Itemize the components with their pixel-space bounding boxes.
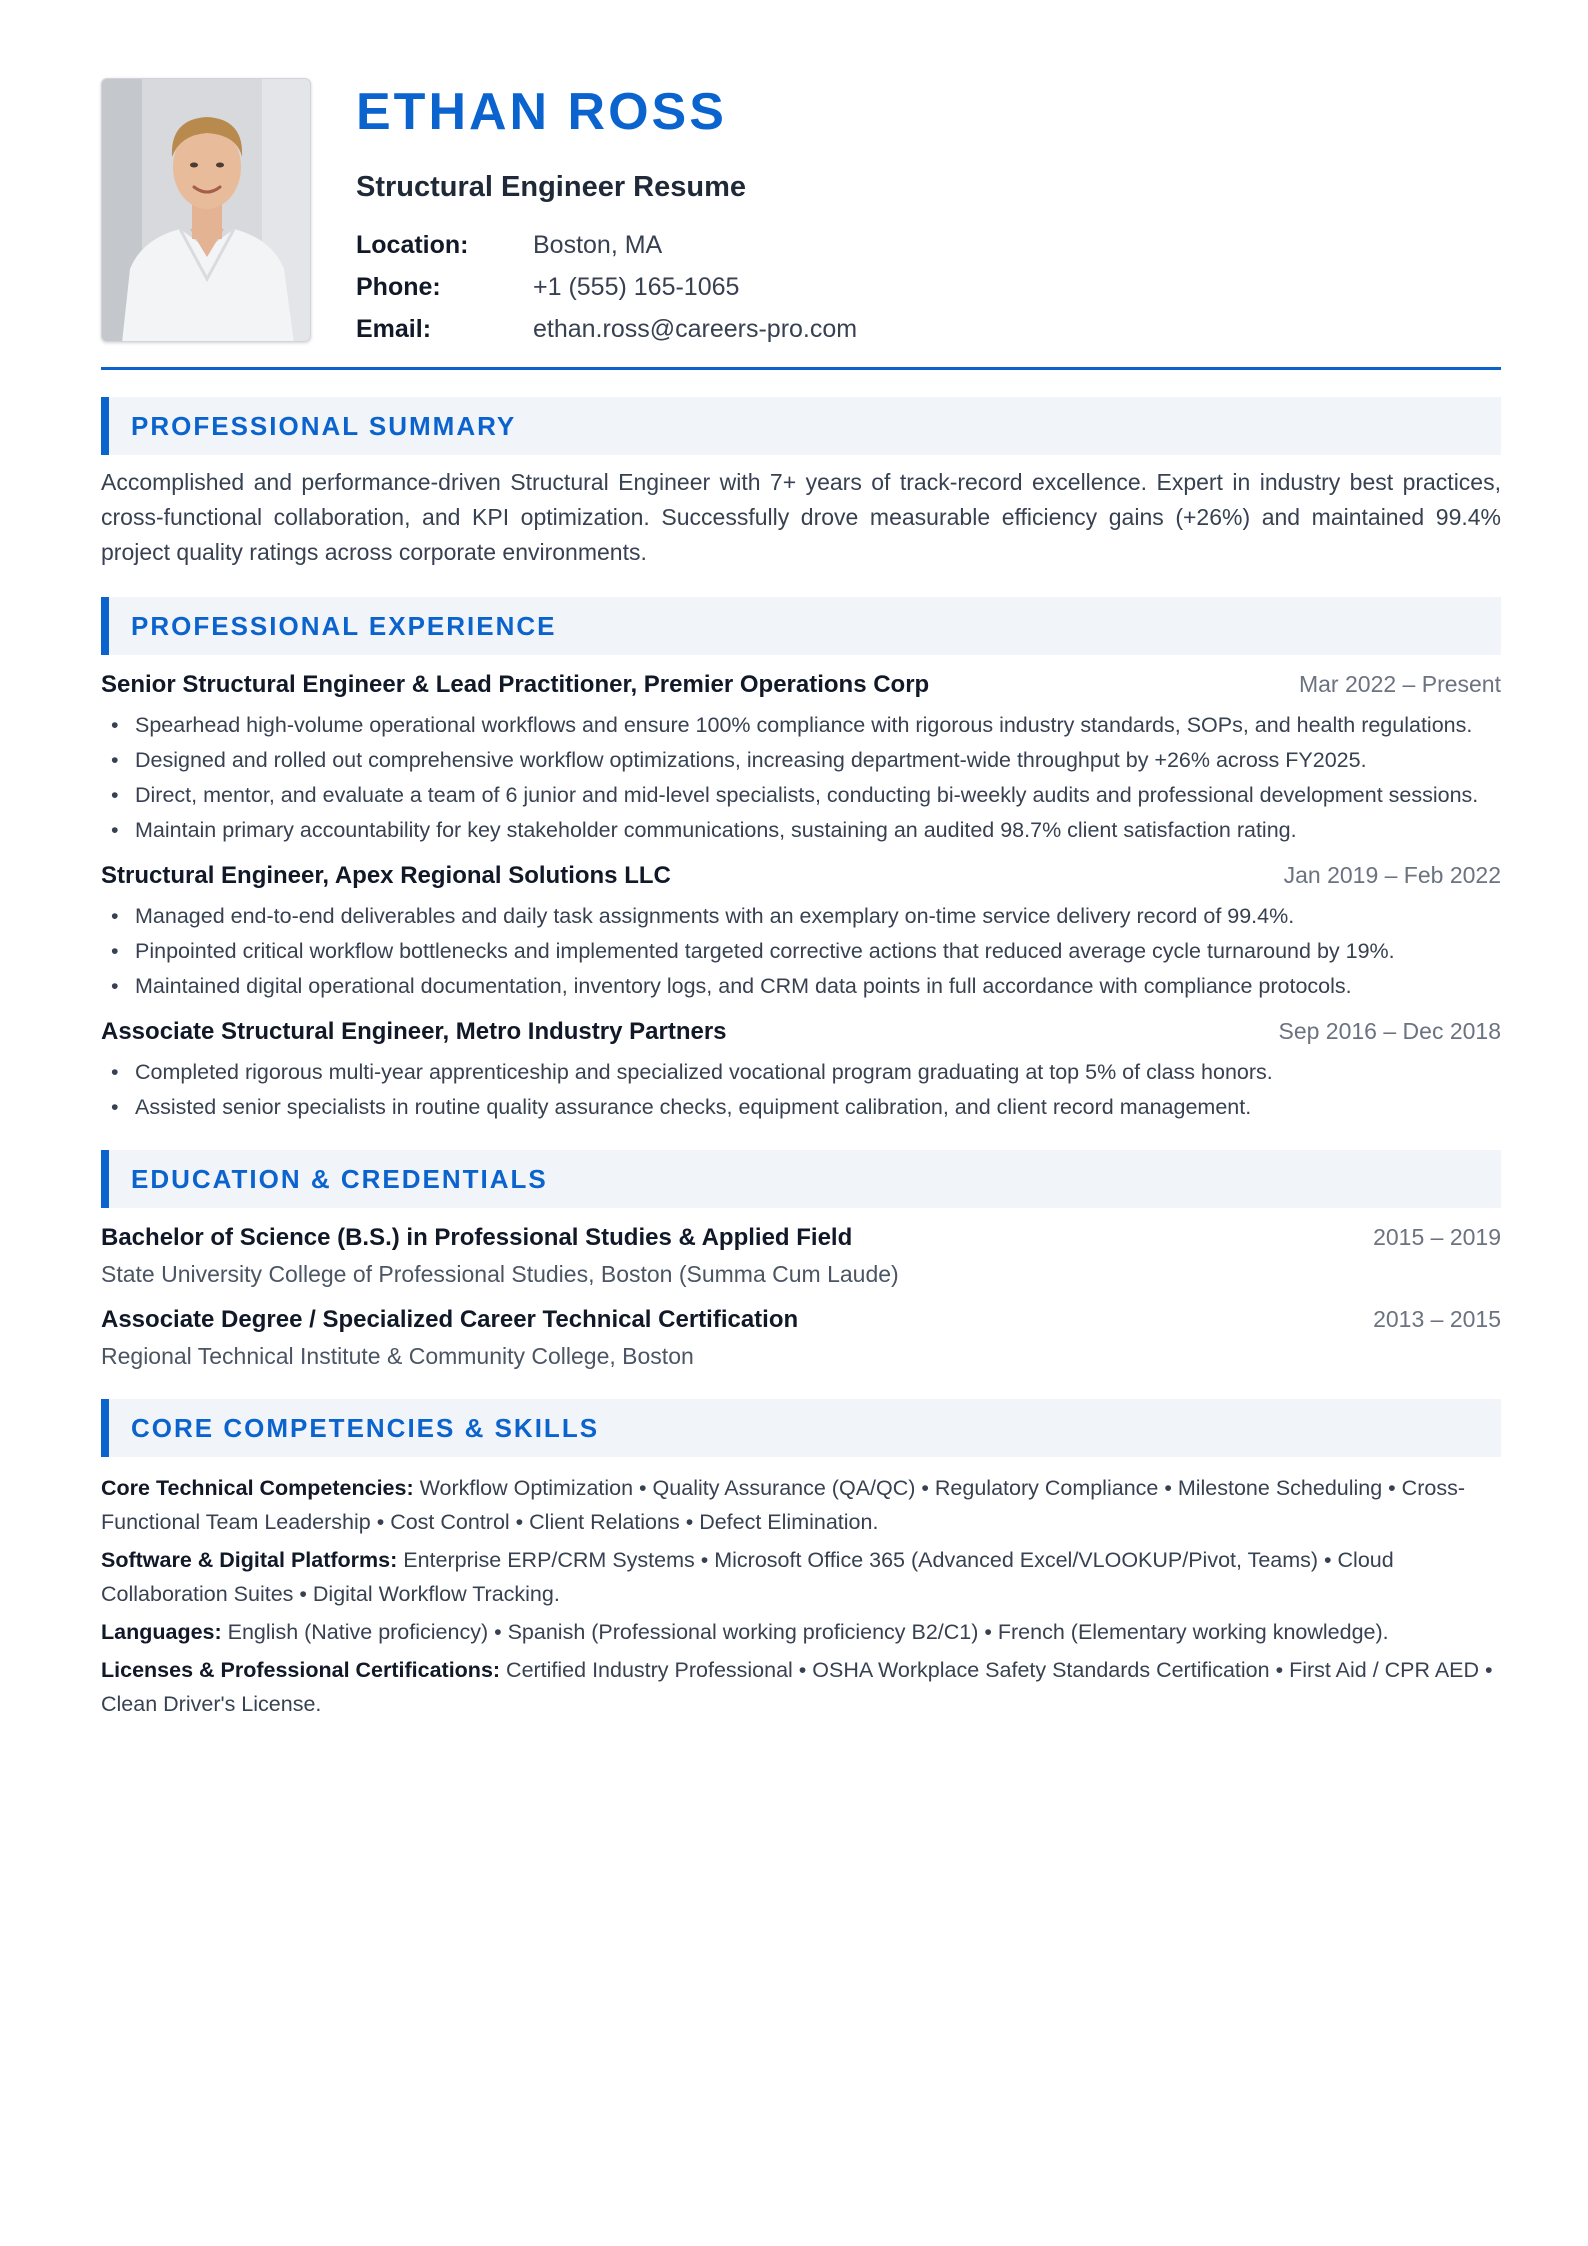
candidate-name: ETHAN ROSS bbox=[356, 83, 727, 141]
education-header bbox=[101, 1306, 1501, 1340]
skill-label: Languages: bbox=[101, 1620, 222, 1644]
section-header-summary bbox=[101, 397, 1501, 455]
resume-subtitle: Structural Engineer Resume bbox=[356, 171, 746, 203]
skill-label: Core Technical Competencies: bbox=[101, 1476, 414, 1500]
section-title: PROFESSIONAL SUMMARY bbox=[131, 410, 517, 441]
bullet-item: • Managed end-to-end deliverables and daily task assignments with an exemplary on-time service delivery record of 99.4%. bbox=[101, 900, 1501, 932]
contact-value: +1 (555) 165-1065 bbox=[533, 272, 740, 301]
skill-label: Software & Digital Platforms: bbox=[101, 1548, 398, 1572]
skill-text: Workflow Optimization • Quality Assurance (QA/QC) • Regulatory Compliance • Milestone Scheduling • Cross-Functional Team Leadership • Cost Control • Client Relations • Defect Elimination. bbox=[101, 1476, 1465, 1534]
section-header-skills bbox=[101, 1399, 1501, 1457]
skill-row bbox=[101, 1543, 1501, 1611]
bullet-item: • Completed rigorous multi-year apprenticeship and specialized vocational program graduating at top 5% of class honors. bbox=[101, 1056, 1501, 1088]
job-title: Associate Structural Engineer, Metro Industry Partners bbox=[101, 1018, 727, 1045]
school-name: Regional Technical Institute & Community College, Boston bbox=[101, 1343, 694, 1369]
job-bullets bbox=[101, 1056, 1501, 1123]
skill-text: English (Native proficiency) • Spanish (Professional working proficiency B2/C1) • French (Elementary working knowledge). bbox=[221, 1620, 1389, 1644]
job-bullets bbox=[101, 900, 1501, 1002]
contact-value: ethan.ross@careers-pro.com bbox=[533, 314, 858, 343]
bullet-item: • Designed and rolled out comprehensive workflow optimizations, increasing department-wide throughput by +26% across FY2025. bbox=[101, 744, 1501, 776]
contact-phone bbox=[356, 266, 857, 308]
education-header bbox=[101, 1224, 1501, 1258]
job-date: Jan 2019 – Feb 2022 bbox=[1283, 862, 1501, 888]
job-entry bbox=[101, 671, 1501, 846]
section-title: CORE COMPETENCIES & SKILLS bbox=[131, 1412, 600, 1443]
job-bullets bbox=[101, 709, 1501, 846]
contact-details bbox=[356, 224, 857, 350]
education-entry bbox=[101, 1306, 1501, 1372]
contact-label: Email: bbox=[356, 314, 432, 343]
skill-row bbox=[101, 1615, 1501, 1649]
header-info bbox=[356, 78, 857, 342]
job-header bbox=[101, 1018, 1501, 1054]
skill-row bbox=[101, 1653, 1501, 1721]
resume-header bbox=[101, 78, 1501, 342]
section-title: EDUCATION & CREDENTIALS bbox=[131, 1163, 548, 1194]
skill-label: Licenses & Professional Certifications: bbox=[101, 1658, 501, 1682]
education-entry bbox=[101, 1224, 1501, 1290]
education-date: 2015 – 2019 bbox=[1373, 1224, 1501, 1250]
degree-title: Bachelor of Science (B.S.) in Professional Studies & Applied Field bbox=[101, 1224, 853, 1251]
school-name: State University College of Professional Studies, Boston (Summa Cum Laude) bbox=[101, 1261, 899, 1287]
contact-email bbox=[356, 308, 857, 350]
section-header-experience bbox=[101, 597, 1501, 655]
job-title: Structural Engineer, Apex Regional Solutions LLC bbox=[101, 862, 671, 889]
skill-row bbox=[101, 1471, 1501, 1539]
section-header-education bbox=[101, 1150, 1501, 1208]
job-date: Sep 2016 – Dec 2018 bbox=[1278, 1018, 1501, 1044]
skills-list bbox=[101, 1471, 1501, 1721]
bullet-item: • Spearhead high-volume operational workflows and ensure 100% compliance with rigorous industry standards, SOPs, and health regulations. bbox=[101, 709, 1501, 741]
bullet-item: • Maintain primary accountability for key stakeholder communications, sustaining an audited 98.7% client satisfaction rating. bbox=[101, 814, 1501, 846]
job-title: Senior Structural Engineer & Lead Practitioner, Premier Operations Corp bbox=[101, 671, 930, 698]
contact-label: Phone: bbox=[356, 272, 441, 301]
bullet-item: • Direct, mentor, and evaluate a team of 6 junior and mid-level specialists, conducting bi-weekly audits and professional development sessions. bbox=[101, 779, 1501, 811]
section-title: PROFESSIONAL EXPERIENCE bbox=[131, 610, 557, 641]
job-date: Mar 2022 – Present bbox=[1298, 671, 1501, 697]
profile-photo bbox=[101, 78, 311, 342]
bullet-item: • Assisted senior specialists in routine quality assurance checks, equipment calibration, and client record management. bbox=[101, 1091, 1501, 1123]
job-header bbox=[101, 862, 1501, 898]
contact-location bbox=[356, 224, 857, 266]
degree-title: Associate Degree / Specialized Career Technical Certification bbox=[101, 1306, 799, 1333]
bullet-item: • Pinpointed critical workflow bottlenecks and implemented targeted corrective actions that reduced average cycle turnaround by 19%. bbox=[101, 935, 1501, 967]
skill-text: Certified Industry Professional • OSHA Workplace Safety Standards Certification • First Aid / CPR AED • Clean Driver's License. bbox=[101, 1658, 1493, 1716]
job-header bbox=[101, 671, 1501, 707]
header-divider bbox=[101, 367, 1501, 370]
contact-value: Boston, MA bbox=[533, 230, 663, 259]
education-date: 2013 – 2015 bbox=[1373, 1306, 1501, 1332]
summary-text: Accomplished and performance-driven Structural Engineer with 7+ years of track-record excellence. Expert in industry best practices, cross-functional collaboration, and KPI optimization. Successfully drove measurable efficiency gains (+26%) and maintained 99.4% project quality ratings across corporate environments. bbox=[101, 469, 1501, 565]
bullet-item: • Maintained digital operational documentation, inventory logs, and CRM data points in full accordance with compliance protocols. bbox=[101, 970, 1501, 1002]
job-entry bbox=[101, 862, 1501, 1002]
contact-label: Location: bbox=[356, 230, 469, 259]
skill-text: Enterprise ERP/CRM Systems • Microsoft Office 365 (Advanced Excel/VLOOKUP/Pivot, Teams) • Cloud Collaboration Suites • Digital Workflow Tracking. bbox=[101, 1548, 1394, 1606]
job-entry bbox=[101, 1018, 1501, 1123]
